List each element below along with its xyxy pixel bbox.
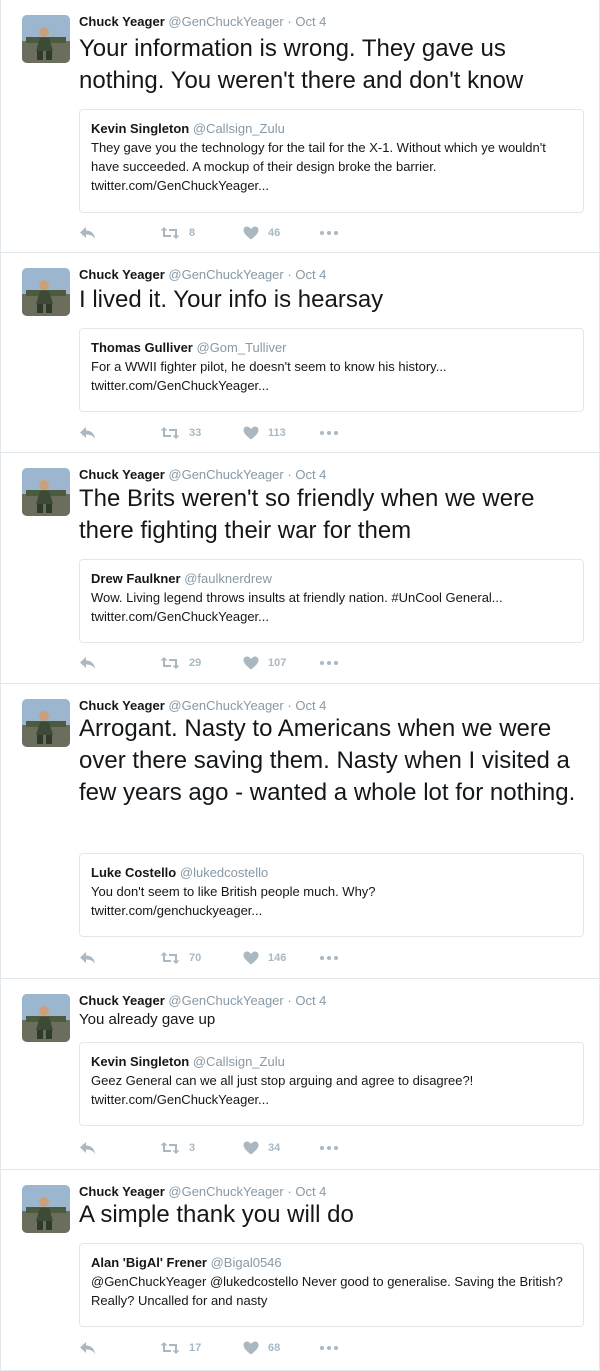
- more-dots-icon: [320, 431, 338, 435]
- heart-icon: [243, 426, 259, 440]
- author-name[interactable]: Chuck Yeager: [79, 14, 165, 29]
- reply-icon: [79, 1141, 96, 1155]
- retweet-count: 17: [189, 1342, 202, 1354]
- quoted-tweet[interactable]: [79, 328, 584, 412]
- separator: ·: [287, 1184, 292, 1199]
- author-name[interactable]: Chuck Yeager: [79, 267, 165, 282]
- tweet-header: [79, 466, 326, 484]
- tweet-text: Arrogant. Nasty to Americans when we were over there saving them. Nasty when I visited a few years ago - wanted a whole lot for nothing.: [79, 715, 576, 806]
- like-count: 68: [268, 1342, 281, 1354]
- avatar[interactable]: [22, 994, 70, 1042]
- tweet-actions: [79, 1139, 379, 1157]
- tweet-header: [79, 266, 326, 284]
- tweet-date[interactable]: Oct 4: [295, 267, 327, 282]
- avatar[interactable]: [22, 15, 70, 63]
- more-button[interactable]: [320, 949, 338, 967]
- quoted-text: You don't seem to like British people much. Why?: [91, 884, 376, 899]
- heart-icon: [243, 1141, 259, 1155]
- quoted-author-name: Thomas Gulliver: [91, 340, 193, 355]
- more-button[interactable]: [320, 424, 338, 442]
- reply-icon: [79, 1341, 96, 1355]
- quoted-author-name: Kevin Singleton: [91, 1054, 190, 1069]
- retweet-icon: [160, 1341, 180, 1355]
- quoted-text: They gave you the technology for the tail for the X-1. Without which ye wouldn't have succeeded. A mockup of their design broke the barrier.: [91, 140, 546, 174]
- separator: ·: [287, 993, 292, 1008]
- tweet-text: I lived it. Your info is hearsay: [79, 286, 384, 313]
- quoted-link[interactable]: twitter.com/GenChuckYeager...: [91, 378, 270, 393]
- heart-icon: [243, 656, 259, 670]
- tweet[interactable]: [1, 1170, 599, 1371]
- tweet-date[interactable]: Oct 4: [295, 1184, 327, 1199]
- like-count: 146: [268, 952, 287, 964]
- quoted-author-handle: @lukedcostello: [179, 865, 269, 880]
- quoted-text: Wow. Living legend throws insults at friendly nation. #UnCool General...: [91, 590, 503, 605]
- avatar[interactable]: [22, 468, 70, 516]
- tweet[interactable]: [1, 0, 599, 253]
- retweet-icon: [160, 951, 180, 965]
- more-button[interactable]: [320, 1339, 338, 1357]
- like-count: 113: [268, 427, 286, 439]
- quoted-tweet[interactable]: [79, 109, 584, 213]
- avatar[interactable]: [22, 1185, 70, 1233]
- quoted-link[interactable]: twitter.com/GenChuckYeager...: [91, 1092, 270, 1107]
- more-dots-icon: [320, 956, 338, 960]
- quoted-author-handle: @Gom_Tulliver: [196, 340, 287, 355]
- author-handle[interactable]: @GenChuckYeager: [168, 1184, 284, 1199]
- retweet-button[interactable]: [160, 949, 201, 967]
- tweet[interactable]: [1, 979, 599, 1170]
- tweet[interactable]: [1, 453, 599, 684]
- quoted-link[interactable]: twitter.com/genchuckyeager...: [91, 903, 263, 918]
- separator: ·: [287, 267, 292, 282]
- quoted-author-handle: @Callsign_Zulu: [192, 121, 285, 136]
- author-name[interactable]: Chuck Yeager: [79, 1184, 165, 1199]
- quoted-text: For a WWII fighter pilot, he doesn't seem to know his history...: [91, 359, 447, 374]
- quoted-author-name: Drew Faulkner: [91, 571, 181, 586]
- tweet-text: The Brits weren't so friendly when we were there fighting their war for them: [79, 485, 535, 544]
- like-button[interactable]: [243, 949, 286, 967]
- quoted-author-handle: @Bigal0546: [210, 1255, 282, 1270]
- author-name[interactable]: Chuck Yeager: [79, 698, 165, 713]
- retweet-button[interactable]: [160, 1339, 201, 1357]
- quoted-tweet[interactable]: [79, 1243, 584, 1327]
- author-handle[interactable]: @GenChuckYeager: [168, 467, 284, 482]
- tweet-header: [79, 13, 326, 31]
- retweet-icon: [160, 426, 180, 440]
- tweet-date[interactable]: Oct 4: [295, 993, 327, 1008]
- tweet-actions: [79, 949, 379, 967]
- retweet-count: 3: [189, 1142, 196, 1154]
- tweet-date[interactable]: Oct 4: [295, 14, 327, 29]
- reply-button[interactable]: [79, 654, 96, 672]
- retweet-button[interactable]: [160, 654, 201, 672]
- quoted-link[interactable]: twitter.com/GenChuckYeager...: [91, 178, 270, 193]
- tweet[interactable]: [1, 684, 599, 979]
- author-handle[interactable]: @GenChuckYeager: [168, 14, 284, 29]
- retweet-button[interactable]: [160, 424, 201, 442]
- quoted-text: @GenChuckYeager @lukedcostello Never good to generalise. Saving the British?Really? Uncalled for and nasty: [91, 1274, 563, 1308]
- reply-icon: [79, 656, 96, 670]
- reply-button[interactable]: [79, 424, 96, 442]
- heart-icon: [243, 226, 259, 240]
- retweet-button[interactable]: [160, 1139, 195, 1157]
- like-button[interactable]: [243, 654, 286, 672]
- like-count: 34: [268, 1142, 281, 1154]
- more-button[interactable]: [320, 1139, 338, 1157]
- tweet-date[interactable]: Oct 4: [295, 698, 327, 713]
- tweet-text: A simple thank you will do: [79, 1201, 354, 1228]
- author-name[interactable]: Chuck Yeager: [79, 467, 165, 482]
- like-count: 107: [268, 657, 287, 669]
- more-dots-icon: [320, 661, 338, 665]
- author-handle[interactable]: @GenChuckYeager: [168, 993, 284, 1008]
- retweet-icon: [160, 226, 180, 240]
- quoted-author-name: Luke Costello: [91, 865, 177, 880]
- like-button[interactable]: [243, 1139, 280, 1157]
- more-dots-icon: [320, 231, 338, 235]
- avatar[interactable]: [22, 268, 70, 316]
- tweet-actions: [79, 224, 379, 242]
- quoted-author-name: Kevin Singleton: [91, 121, 190, 136]
- quoted-link[interactable]: twitter.com/GenChuckYeager...: [91, 609, 270, 624]
- reply-icon: [79, 951, 96, 965]
- more-dots-icon: [320, 1146, 338, 1150]
- quoted-author-handle: @faulknerdrew: [184, 571, 272, 586]
- like-button[interactable]: [243, 1339, 280, 1357]
- heart-icon: [243, 1341, 259, 1355]
- tweet-date[interactable]: Oct 4: [295, 467, 327, 482]
- reply-icon: [79, 426, 96, 440]
- retweet-count: 8: [189, 227, 196, 239]
- retweet-count: 29: [189, 657, 202, 669]
- quoted-author-name: Alan 'BigAl' Frener: [91, 1255, 207, 1270]
- quoted-text: Geez General can we all just stop arguing and agree to disagree?!: [91, 1073, 474, 1088]
- tweet-header: [79, 992, 326, 1010]
- reply-button[interactable]: [79, 1339, 96, 1357]
- retweet-icon: [160, 1141, 180, 1155]
- avatar[interactable]: [22, 699, 70, 747]
- tweet-text: Your information is wrong. They gave us nothing. You weren't there and don't know: [79, 35, 524, 94]
- more-button[interactable]: [320, 224, 338, 242]
- more-button[interactable]: [320, 654, 338, 672]
- like-count: 46: [268, 227, 281, 239]
- reply-icon: [79, 226, 96, 240]
- quoted-author-handle: @Callsign_Zulu: [192, 1054, 285, 1069]
- reply-button[interactable]: [79, 224, 96, 242]
- tweet-actions: [79, 424, 379, 442]
- like-button[interactable]: [243, 424, 286, 442]
- author-handle[interactable]: @GenChuckYeager: [168, 698, 284, 713]
- reply-button[interactable]: [79, 949, 96, 967]
- quoted-tweet[interactable]: [79, 853, 584, 937]
- retweet-count: 70: [189, 952, 202, 964]
- tweet-actions: [79, 654, 379, 672]
- author-handle[interactable]: @GenChuckYeager: [168, 267, 284, 282]
- more-dots-icon: [320, 1346, 338, 1350]
- heart-icon: [243, 951, 259, 965]
- separator: ·: [287, 14, 292, 29]
- author-name[interactable]: Chuck Yeager: [79, 993, 165, 1008]
- tweet-text: You already gave up: [79, 1011, 216, 1028]
- separator: ·: [287, 467, 292, 482]
- retweet-button[interactable]: [160, 224, 195, 242]
- quoted-tweet[interactable]: [79, 559, 584, 643]
- retweet-icon: [160, 656, 180, 670]
- reply-button[interactable]: [79, 1139, 96, 1157]
- like-button[interactable]: [243, 224, 280, 242]
- quoted-tweet[interactable]: [79, 1042, 584, 1126]
- separator: ·: [287, 698, 292, 713]
- retweet-count: 33: [189, 427, 202, 439]
- tweet-actions: [79, 1339, 379, 1357]
- tweet[interactable]: [1, 253, 599, 453]
